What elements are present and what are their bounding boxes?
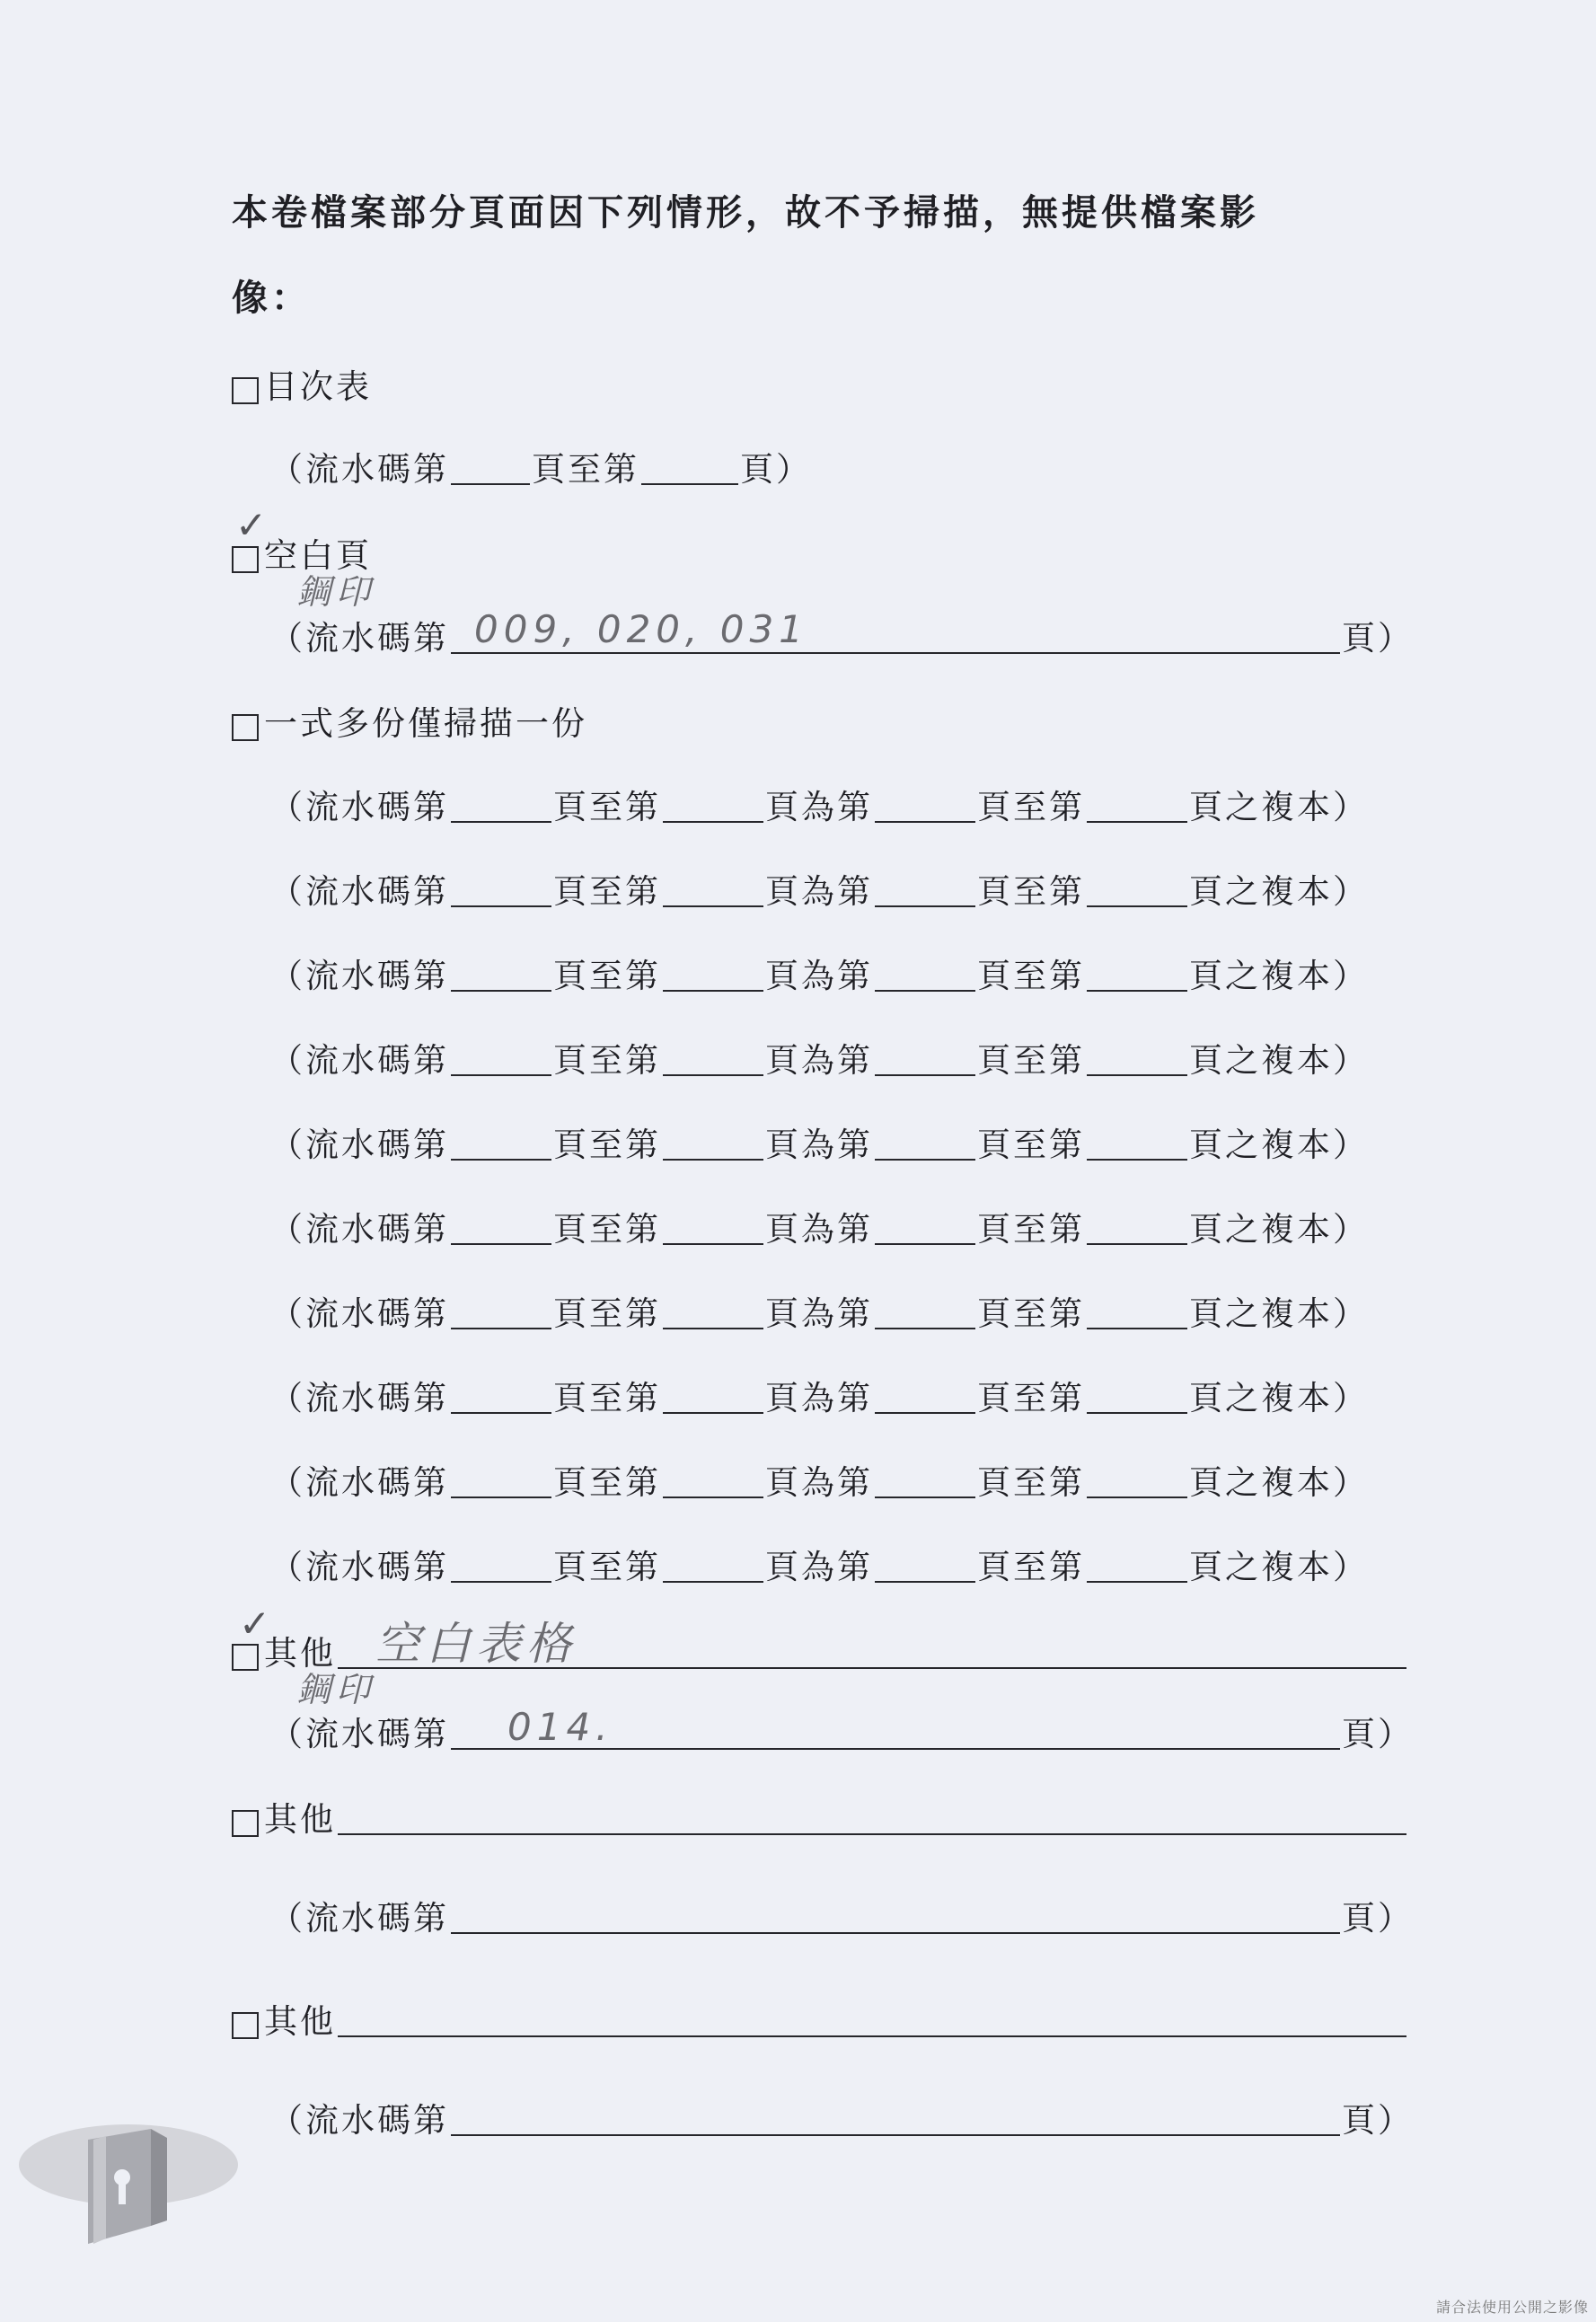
page-number-field[interactable] [663, 1322, 763, 1329]
range-text: 頁至第 [553, 1548, 661, 1586]
page-number-field[interactable] [1087, 1491, 1187, 1498]
range-text: （流水碼第 [269, 872, 449, 911]
page-number-field[interactable] [663, 1407, 763, 1414]
range-text: 頁至第 [977, 1379, 1085, 1417]
page-number-field[interactable] [451, 2129, 1340, 2136]
multi-copy-label: 一式多份僅掃描一份 [264, 704, 587, 743]
range-text: 頁為第 [765, 1210, 873, 1249]
other-3-checkbox[interactable] [232, 2012, 259, 2039]
toc-range-line [269, 442, 812, 490]
multi-copy-range-line [269, 780, 1369, 828]
other-1-label: 其他 [264, 1634, 336, 1673]
page-number-field[interactable] [1087, 1322, 1187, 1329]
page-number-field[interactable] [451, 1322, 551, 1329]
page-number-field[interactable] [451, 1407, 551, 1414]
page-number-field[interactable] [875, 1407, 975, 1414]
page-number-field[interactable] [663, 1576, 763, 1583]
range-text: 頁至第 [977, 1041, 1085, 1080]
page-number-field[interactable] [875, 1153, 975, 1161]
range-text: 頁至第 [977, 1548, 1085, 1586]
blank-page-checkbox[interactable] [232, 546, 259, 573]
range-suffix: 頁） [1342, 1899, 1414, 1938]
page-number-field[interactable] [1087, 1153, 1187, 1161]
multi-copy-range-line [269, 1540, 1369, 1588]
range-text: 頁為第 [765, 1379, 873, 1417]
other-2-checkbox[interactable] [232, 1810, 259, 1837]
other-3-reason-field[interactable] [338, 2030, 1406, 2037]
range-suffix: 頁） [1342, 2101, 1414, 2140]
range-text: 頁之複本） [1189, 1294, 1369, 1333]
page-number-field[interactable] [1087, 1238, 1187, 1245]
range-text: 頁之複本） [1189, 1548, 1369, 1586]
page-number-field[interactable] [1087, 984, 1187, 992]
page-number-field[interactable] [663, 900, 763, 907]
handwritten-reason: 空白表格 [375, 1618, 577, 1670]
range-text: （流水碼第 [269, 1294, 449, 1333]
range-prefix: （流水碼第 [269, 1899, 449, 1938]
page-number-field[interactable] [451, 900, 551, 907]
multi-copy-range-line [269, 1117, 1369, 1166]
footer-notice: 請合法使用公開之影像 [1435, 2299, 1589, 2316]
range-text: （流水碼第 [269, 1463, 449, 1502]
range-text: 頁為第 [765, 1041, 873, 1080]
page-number-field[interactable] [875, 1238, 975, 1245]
page-number-field[interactable] [451, 1153, 551, 1161]
range-text: 頁為第 [765, 1548, 873, 1586]
toc-label: 目次表 [264, 367, 372, 406]
range-text: 頁之複本） [1189, 1210, 1369, 1249]
range-text: 頁至第 [977, 788, 1085, 826]
range-text: 頁為第 [765, 788, 873, 826]
page-number-field[interactable] [663, 816, 763, 823]
range-text: （流水碼第 [269, 1210, 449, 1249]
page-number-field[interactable] [451, 1491, 551, 1498]
page-number-field[interactable] [875, 816, 975, 823]
check-mark-icon: ✓ [239, 1602, 271, 1646]
range-text: 頁至第 [977, 1463, 1085, 1502]
range-text: 頁之複本） [1189, 1463, 1369, 1502]
page-number-field[interactable] [1087, 1576, 1187, 1583]
range-text: 頁至第 [553, 1041, 661, 1080]
page-number-field[interactable] [451, 984, 551, 992]
range-text: 頁至第 [553, 1379, 661, 1417]
other-2-label: 其他 [264, 1800, 336, 1839]
range-text: 頁為第 [765, 872, 873, 911]
handwritten-page-numbers: 014. [507, 1705, 613, 1749]
page-number-field[interactable] [663, 984, 763, 992]
range-text: 頁至第 [553, 1463, 661, 1502]
other-2-reason-field[interactable] [338, 1828, 1406, 1835]
range-text: 頁至第 [977, 957, 1085, 995]
multi-copy-range-line [269, 1455, 1369, 1504]
range-suffix: 頁） [1342, 619, 1414, 658]
range-text: 頁之複本） [1189, 788, 1369, 826]
page-number-field[interactable] [451, 1238, 551, 1245]
multi-copy-range-line [269, 1202, 1369, 1250]
range-text: （流水碼第 [269, 1041, 449, 1080]
toc-checkbox[interactable] [232, 377, 259, 404]
page-number-field[interactable] [875, 1491, 975, 1498]
range-text: 頁至第 [977, 1126, 1085, 1164]
range-text: 頁至第 [553, 1294, 661, 1333]
page-number-field[interactable] [663, 1069, 763, 1076]
page-title-line-2: 像： [232, 277, 311, 319]
page-number-field[interactable] [451, 816, 551, 823]
handwritten-page-numbers: 009, 020, 031 [474, 607, 808, 651]
range-text: 頁之複本） [1189, 872, 1369, 911]
other-3-range-line [269, 2093, 1414, 2141]
range-text: （流水碼第 [269, 1379, 449, 1417]
range-prefix: （流水碼第 [269, 1715, 449, 1753]
range-text: 頁至第 [977, 1210, 1085, 1249]
range-text: 頁至第 [553, 788, 661, 826]
other-1-checkbox[interactable] [232, 1644, 259, 1671]
range-text: 頁至第 [977, 1294, 1085, 1333]
multi-copy-checkbox[interactable] [232, 714, 259, 741]
range-text: 頁之複本） [1189, 957, 1369, 995]
range-text: 頁為第 [765, 957, 873, 995]
page-title-line-1: 本卷檔案部分頁面因下列情形，故不予掃描，無提供檔案影 [232, 191, 1259, 234]
other-1-range-line [269, 1707, 1414, 1755]
page-number-field[interactable] [451, 1927, 1340, 1934]
multi-copy-range-line [269, 1286, 1369, 1335]
range-text: 頁至第 [553, 1210, 661, 1249]
range-suffix: 頁） [740, 450, 812, 489]
range-text: 頁為第 [765, 1126, 873, 1164]
end-page-field[interactable] [641, 478, 738, 485]
range-text: 頁至第 [553, 872, 661, 911]
range-text: （流水碼第 [269, 788, 449, 826]
page-number-field[interactable] [451, 1576, 551, 1583]
range-text: 頁之複本） [1189, 1379, 1369, 1417]
page-number-field[interactable] [1087, 900, 1187, 907]
range-mid: 頁至第 [532, 450, 639, 489]
page-number-field[interactable] [875, 1069, 975, 1076]
other-2-range-line [269, 1891, 1414, 1939]
range-text: 頁為第 [765, 1294, 873, 1333]
page-number-field[interactable] [663, 1491, 763, 1498]
blank-page-label: 空白頁 [264, 536, 372, 575]
range-text: 頁至第 [553, 957, 661, 995]
page-number-field[interactable] [663, 1238, 763, 1245]
page-number-field[interactable] [1087, 1407, 1187, 1414]
range-text: 頁之複本） [1189, 1041, 1369, 1080]
range-text: 頁之複本） [1189, 1126, 1369, 1164]
start-page-field[interactable] [451, 478, 530, 485]
handwritten-note: 鋼印 [296, 1670, 376, 1709]
page-number-field[interactable] [663, 1153, 763, 1161]
check-mark-icon: ✓ [235, 503, 268, 547]
multi-copy-range-line [269, 864, 1369, 913]
page-number-field[interactable] [1087, 1069, 1187, 1076]
multi-copy-range-line [269, 1033, 1369, 1082]
range-text: （流水碼第 [269, 1548, 449, 1586]
range-prefix: （流水碼第 [269, 2101, 449, 2140]
other-option-3[interactable] [232, 1994, 1408, 2043]
multi-copy-option[interactable] [232, 696, 587, 745]
page-number-field[interactable] [451, 1069, 551, 1076]
archive-logo-icon [16, 2120, 241, 2267]
range-prefix: （流水碼第 [269, 450, 449, 489]
range-suffix: 頁） [1342, 1715, 1414, 1753]
toc-option[interactable] [232, 359, 372, 408]
multi-copy-range-line [269, 949, 1369, 997]
page-number-field[interactable] [875, 900, 975, 907]
multi-copy-range-line [269, 1371, 1369, 1419]
page-number-field[interactable] [875, 1322, 975, 1329]
range-text: （流水碼第 [269, 1126, 449, 1164]
page-number-field[interactable] [875, 984, 975, 992]
range-prefix: （流水碼第 [269, 619, 449, 658]
blank-page-range-line [269, 611, 1414, 659]
range-text: （流水碼第 [269, 957, 449, 995]
range-text: 頁為第 [765, 1463, 873, 1502]
range-text: 頁至第 [553, 1126, 661, 1164]
page-number-field[interactable] [875, 1576, 975, 1583]
other-option-2[interactable] [232, 1792, 1408, 1841]
other-3-label: 其他 [264, 2002, 336, 2041]
handwritten-note: 鋼印 [296, 572, 376, 612]
range-text: 頁至第 [977, 872, 1085, 911]
page-number-field[interactable] [1087, 816, 1187, 823]
